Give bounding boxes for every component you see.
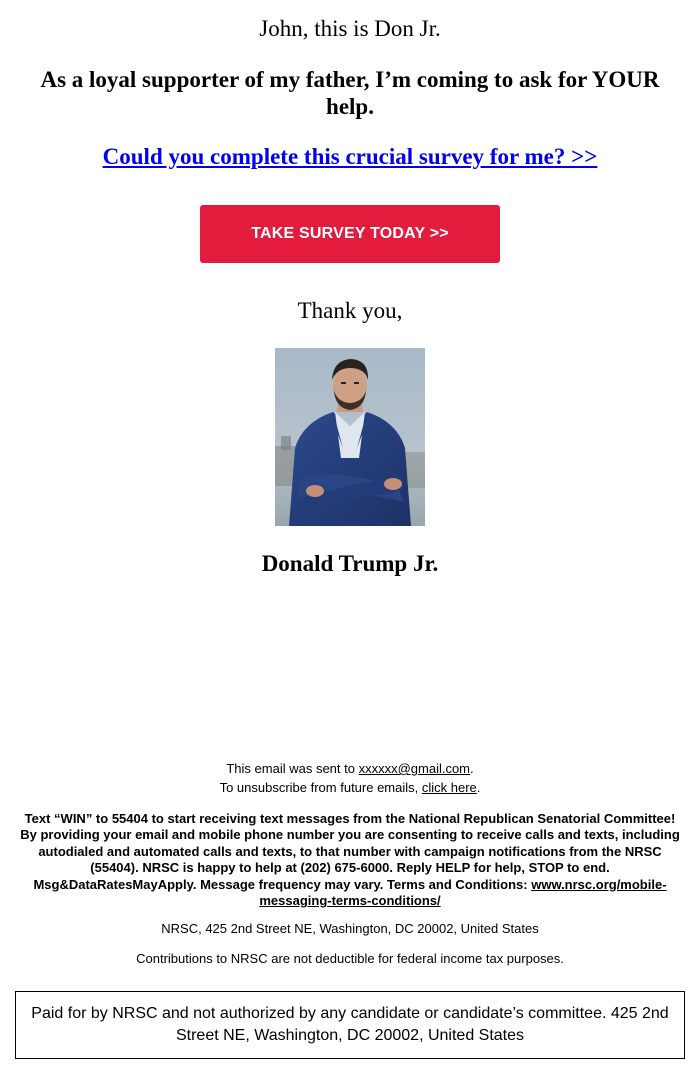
sent-prefix: This email was sent to (226, 761, 359, 776)
greeting-text: John, this is Don Jr. (259, 16, 441, 41)
survey-link[interactable]: Could you complete this crucial survey for me? >> (102, 144, 598, 169)
mailing-address: NRSC, 425 2nd Street NE, Washington, DC 20002, United States (161, 921, 539, 936)
recipient-email-link[interactable]: xxxxxx@gmail.com (358, 761, 471, 776)
contributions-notice: Contributions to NRSC are not deductible for federal income tax purposes. (136, 951, 564, 966)
sent-suffix: . (470, 761, 474, 776)
survey-link-line (0, 142, 700, 172)
signature-name: Donald Trump Jr. (261, 551, 439, 576)
unsubscribe-prefix: To unsubscribe from future emails, (219, 780, 422, 795)
sms-disclaimer (16, 811, 684, 909)
unsubscribe-line (0, 778, 700, 797)
footer-sent-info (0, 759, 700, 797)
take-survey-button[interactable]: TAKE SURVEY TODAY >> (200, 205, 500, 263)
sms-disclaimer-text: Text “WIN” to 55404 to start receiving text messages from the National Republican Senatorial Committee! By providing your email and mobile phone number you are consenting to receive calls and texts, including autodialed and automated calls and texts, to that number with campaign notifications from the NRSC (55404). NRSC is happy to help at (202) 675-6000. Reply HELP for help, STOP to end. Msg&DataRatesMayApply. Message frequency may vary. Terms and Conditions: (20, 811, 680, 892)
paid-for-text: Paid for by NRSC and not authorized by any candidate or candidate’s committee. 425 2nd Street NE, Washington, DC 20002, United States (31, 1005, 669, 1044)
portrait-photo (275, 348, 425, 526)
thanks-text: Thank you, (297, 298, 403, 323)
unsubscribe-link[interactable]: click here (421, 780, 477, 795)
ask-heading: As a loyal supporter of my father, I’m coming to ask for YOUR help. (40, 67, 660, 119)
terms-conditions-link[interactable]: www.nrsc.org/mobile-messaging-terms-conditions/ (259, 876, 667, 909)
unsubscribe-suffix: . (476, 780, 481, 795)
sent-to-line (0, 759, 700, 778)
paid-for-disclaimer-box (15, 991, 685, 1059)
